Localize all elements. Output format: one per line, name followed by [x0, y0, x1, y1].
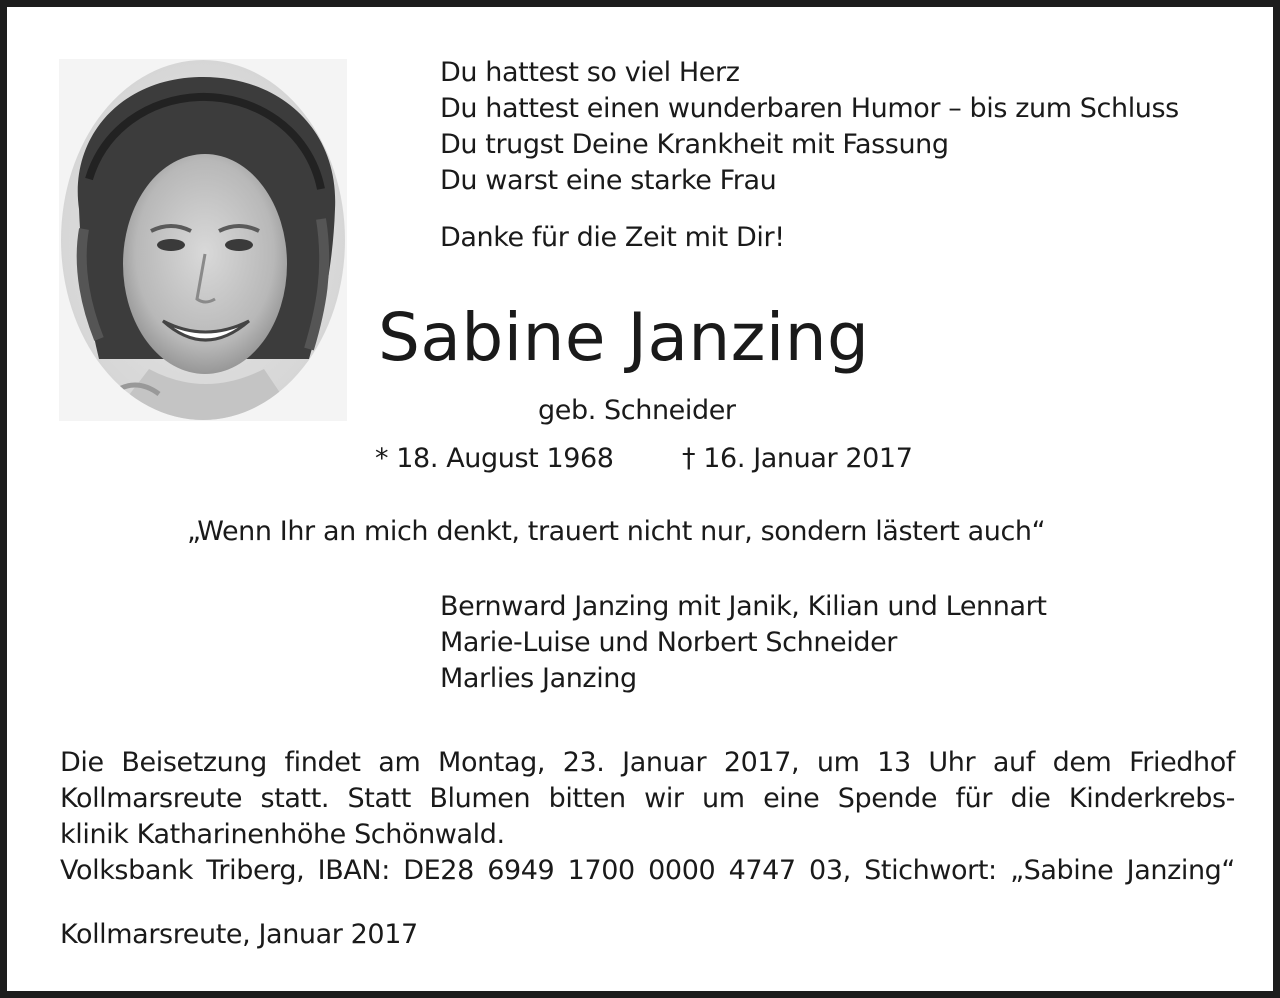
funeral-notice-line: Die Beisetzung findet am Montag, 23. Januar 2017, um 13 Uhr auf dem Friedhof	[60, 747, 1235, 778]
donation-line: Volksbank Triberg, IBAN: DE28 6949 1700 0000 4747 03, Stichwort: „Sabine Janzing“	[60, 855, 1235, 886]
birth-date: * 18. August 1968	[375, 443, 614, 474]
funeral-notice-line: Kollmarsreute statt. Statt Blumen bitten wir um eine Spende für die Kinderkrebs-	[60, 783, 1235, 814]
poem-line: Du hattest einen wunderbaren Humor – bis zum Schluss	[440, 93, 1179, 124]
poem-line: Du hattest so viel Herz	[440, 57, 740, 88]
thanks-line: Danke für die Zeit mit Dir!	[440, 222, 785, 253]
quote: „Wenn Ihr an mich denkt, trauert nicht nur, sondern lästert auch“	[187, 516, 1046, 547]
funeral-notice-line: klinik Katharinenhöhe Schönwald.	[60, 819, 505, 850]
mourner-line: Marlies Janzing	[440, 663, 637, 694]
portrait-photo	[59, 59, 347, 421]
mourner-line: Marie-Luise und Norbert Schneider	[440, 627, 897, 658]
maiden-name: geb. Schneider	[538, 395, 736, 426]
poem	[440, 55, 1179, 199]
funeral-notice	[60, 745, 1235, 889]
mourners-list	[440, 589, 1047, 697]
poem-line: Du warst eine starke Frau	[440, 165, 777, 196]
place-date: Kollmarsreute, Januar 2017	[60, 919, 418, 950]
death-date: † 16. Januar 2017	[682, 443, 913, 474]
poem-line: Du trugst Deine Krankheit mit Fassung	[440, 129, 949, 160]
mourner-line: Bernward Janzing mit Janik, Kilian und Lennart	[440, 591, 1047, 622]
deceased-name: Sabine Janzing	[378, 299, 870, 376]
